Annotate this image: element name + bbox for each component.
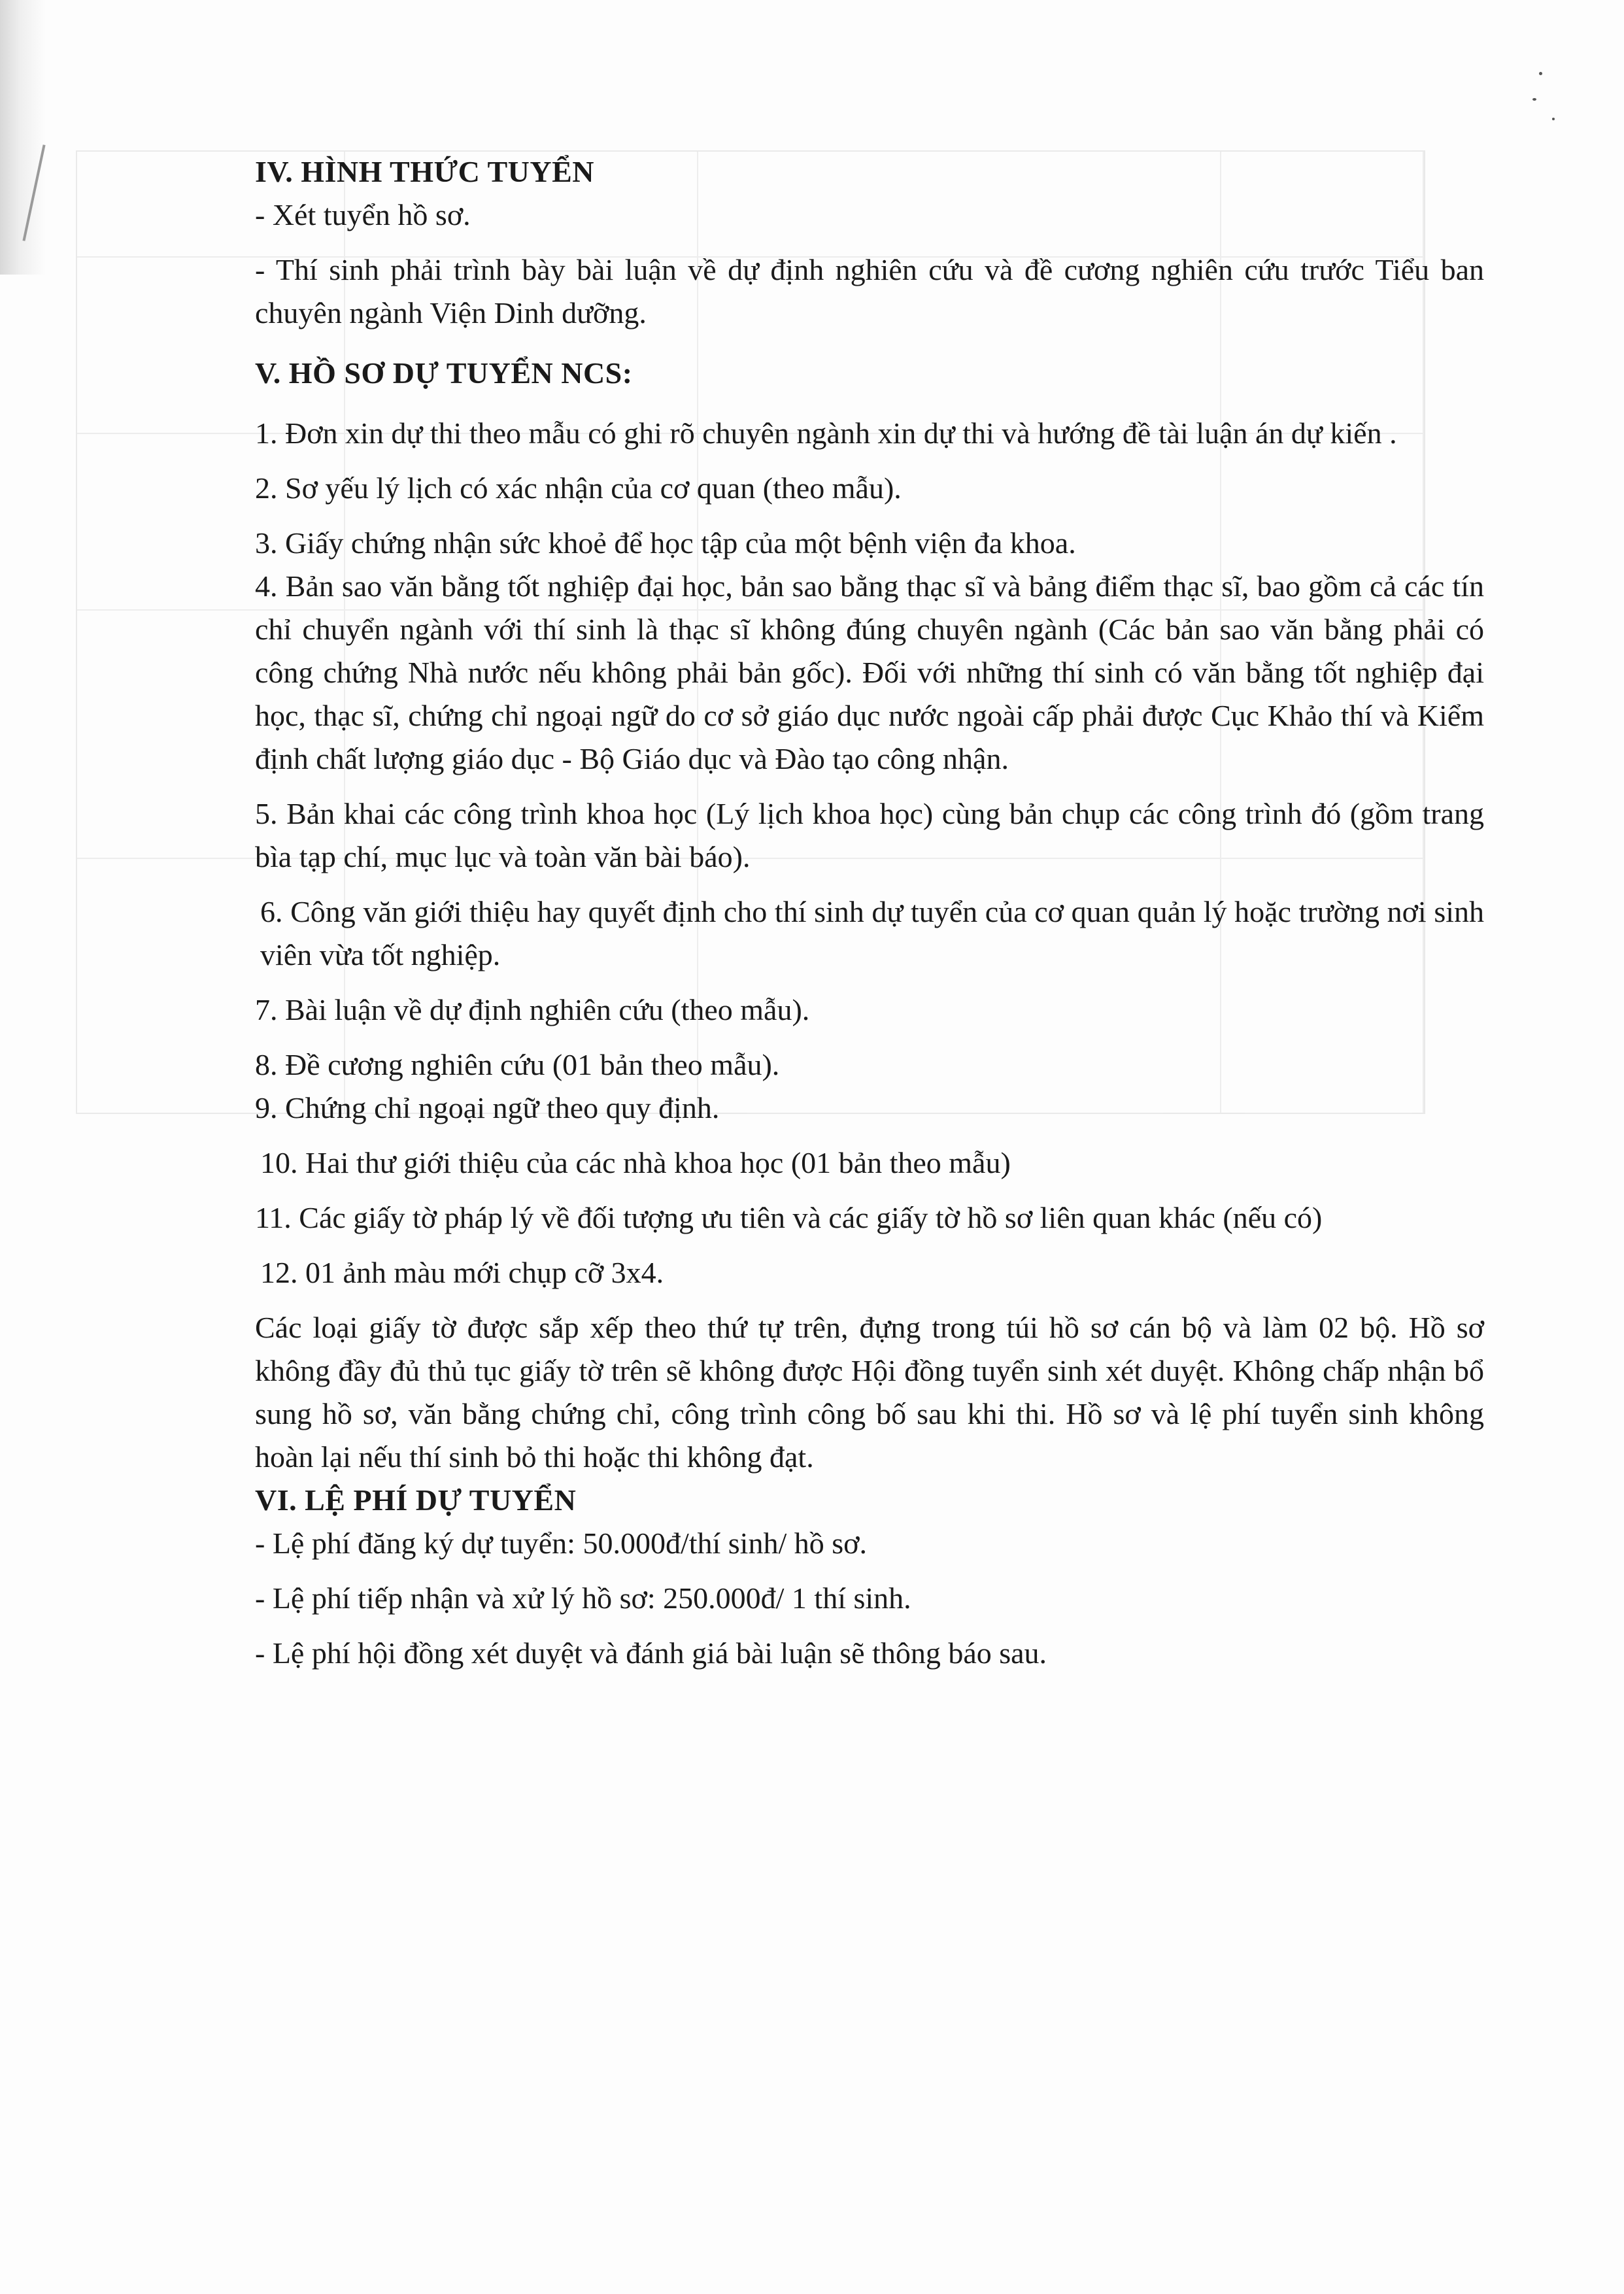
section-v-item-7: 7. Bài luận về dự định nghiên cứu (theo mẫu). (255, 993, 810, 1026)
section-v-item-8: 8. Đề cương nghiên cứu (01 bản theo mẫu). (255, 1048, 780, 1081)
scan-shadow-edge (0, 0, 46, 275)
section-iv-heading: IV. HÌNH THỨC TUYỂN (255, 155, 595, 188)
section-v-item-10: 10. Hai thư giới thiệu của các nhà khoa học (01 bản theo mẫu) (260, 1146, 1011, 1179)
section-v-item-9: 9. Chứng chỉ ngoại ngữ theo quy định. (255, 1091, 720, 1124)
section-v-heading: V. HỒ SƠ DỰ TUYỂN NCS: (255, 356, 633, 390)
section-v-item-2: 2. Sơ yếu lý lịch có xác nhận của cơ quan (theo mẫu). (255, 471, 902, 505)
section-v-closing-note: Các loại giấy tờ được sắp xếp theo thứ tự trên, đựng trong túi hồ sơ cán bộ và làm 02 bộ. Hồ sơ không đầy đủ thủ tục giấy tờ trên sẽ không được Hội đồng tuyển sinh xét duyệt. Không chấp nhận bổ sung hồ sơ, văn bằng chứng chỉ, công trình công bố sau khi thi. Hồ sơ và lệ phí tuyển sinh không hoàn lại nếu thí sinh bỏ thi hoặc thi không đạt. (255, 1311, 1484, 1474)
section-v-item-1: 1. Đơn xin dự thi theo mẫu có ghi rõ chuyên ngành xin dự thi và hướng đề tài luận án dự kiến . (255, 416, 1397, 450)
section-v-item-5: 5. Bản khai các công trình khoa học (Lý lịch khoa học) cùng bản chụp các công trình đó (gồm trang bìa tạp chí, mục lục và toàn văn bài báo). (255, 797, 1484, 873)
scan-corner-specks (1532, 72, 1572, 131)
section-vi-heading: VI. LỆ PHÍ DỰ TUYỂN (255, 1483, 577, 1517)
section-vi-line-2: - Lệ phí tiếp nhận và xử lý hồ sơ: 250.000đ/ 1 thí sinh. (255, 1581, 911, 1615)
section-iv-line-1: - Xét tuyển hồ sơ. (255, 198, 471, 231)
section-vi-line-3: - Lệ phí hội đồng xét duyệt và đánh giá bài luận sẽ thông báo sau. (255, 1636, 1047, 1670)
section-iv-line-2: - Thí sinh phải trình bày bài luận về dự định nghiên cứu và đề cương nghiên cứu trước Tiểu ban chuyên ngành Viện Dinh dưỡng. (255, 253, 1484, 329)
section-v-item-12: 12. 01 ảnh màu mới chụp cỡ 3x4. (260, 1256, 664, 1289)
section-vi-line-1: - Lệ phí đăng ký dự tuyển: 50.000đ/thí sinh/ hồ sơ. (255, 1527, 867, 1560)
document-body (255, 150, 1484, 1675)
section-v-item-3: 3. Giấy chứng nhận sức khoẻ để học tập của một bệnh viện đa khoa. (255, 526, 1076, 560)
section-v-item-6: 6. Công văn giới thiệu hay quyết định cho thí sinh dự tuyển của cơ quan quản lý hoặc trường nơi sinh viên vừa tốt nghiệp. (260, 895, 1484, 971)
section-v-item-4: 4. Bản sao văn bằng tốt nghiệp đại học, bản sao bằng thạc sĩ và bảng điểm thạc sĩ, bao gồm cả các tín chỉ chuyển ngành với thí sinh là thạc sĩ không đúng chuyên ngành (Các bản sao văn bằng phải có công chứng Nhà nước nếu không phải bản gốc). Đối với những thí sinh có văn bằng tốt nghiệp đại học, thạc sĩ, chứng chỉ ngoại ngữ do cơ sở giáo dục nước ngoài cấp phải được Cục Khảo thí và Kiểm định chất lượng giáo dục - Bộ Giáo dục và Đào tạo công nhận. (255, 569, 1484, 775)
section-v-item-11: 11. Các giấy tờ pháp lý về đối tượng ưu tiên và các giấy tờ hồ sơ liên quan khác (nếu có) (255, 1201, 1323, 1234)
